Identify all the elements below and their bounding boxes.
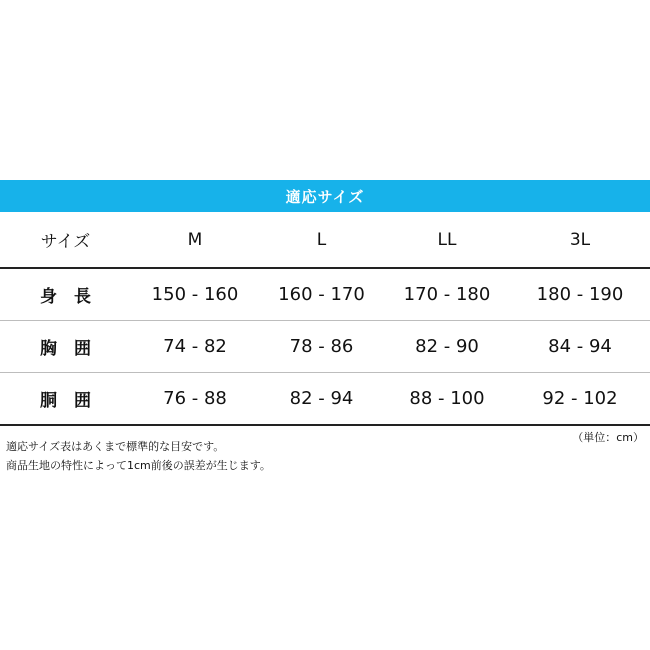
table-cell: 170 - 180 xyxy=(384,268,510,321)
table-cell: 82 - 90 xyxy=(384,321,510,373)
table-cell: 92 - 102 xyxy=(510,373,650,426)
table-cell: 82 - 94 xyxy=(259,373,384,426)
table-cell: 160 - 170 xyxy=(259,268,384,321)
header-m: M xyxy=(131,212,259,268)
table-cell: 180 - 190 xyxy=(510,268,650,321)
table-cell: 74 - 82 xyxy=(131,321,259,373)
header-ll: LL xyxy=(384,212,510,268)
header-3l: 3L xyxy=(510,212,650,268)
table-row xyxy=(0,373,650,426)
table-cell: 76 - 88 xyxy=(131,373,259,426)
table-row xyxy=(0,321,650,373)
row-label-waist: 胴 囲 xyxy=(0,373,131,426)
row-label-chest: 胸 囲 xyxy=(0,321,131,373)
note-line-1: 適応サイズ表はあくまで標準的な目安です。 xyxy=(6,440,225,453)
size-chart-banner xyxy=(0,180,650,212)
unit-note: （単位：cm） xyxy=(572,431,644,444)
header-size: サイズ xyxy=(0,212,131,268)
table-cell: 84 - 94 xyxy=(510,321,650,373)
table-cell: 150 - 160 xyxy=(131,268,259,321)
size-table xyxy=(0,212,650,426)
table-row xyxy=(0,268,650,321)
table-cell: 78 - 86 xyxy=(259,321,384,373)
header-l: L xyxy=(259,212,384,268)
row-label-height: 身 長 xyxy=(0,268,131,321)
banner-title: 適応サイズ xyxy=(285,187,365,206)
table-cell: 88 - 100 xyxy=(384,373,510,426)
table-header-row xyxy=(0,212,650,268)
note-line-2: 商品生地の特性によって1cm前後の誤差が生じます。 xyxy=(6,459,271,472)
size-notes xyxy=(6,437,271,475)
